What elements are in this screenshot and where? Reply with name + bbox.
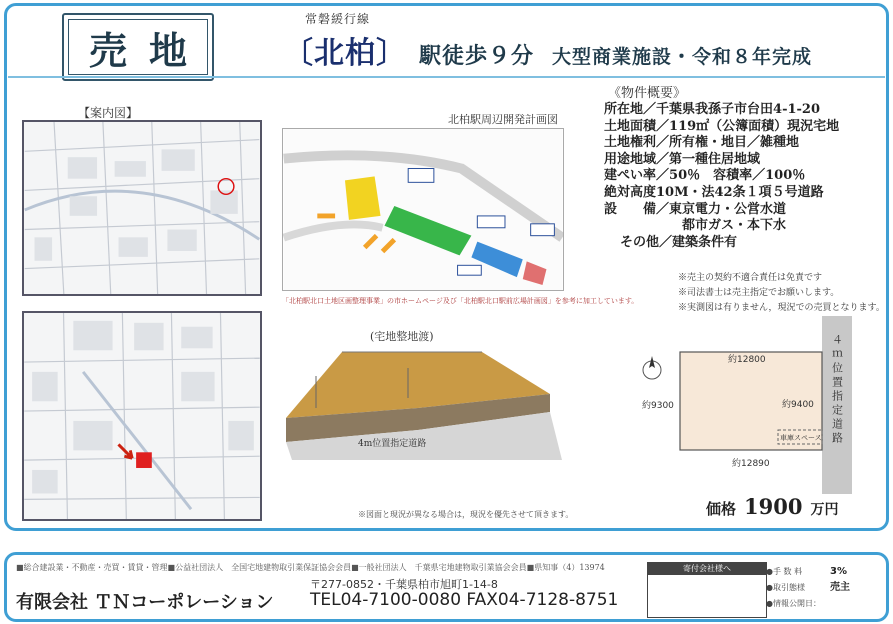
- lot-diagram: [620, 312, 874, 500]
- detail-value: 都市ガス・本下水: [682, 218, 787, 234]
- detail-value: 建築条件有: [672, 234, 738, 250]
- detail-map: [22, 311, 262, 521]
- company-phone: TEL04-7100-0080 FAX04-7128-8751: [310, 590, 619, 610]
- detail-separator: ／: [656, 118, 670, 134]
- detail-row-utilities-cont: [604, 218, 886, 235]
- detail-value: 千葉県我孫子市台田4-1-20: [656, 102, 821, 117]
- fee-row: [766, 596, 850, 612]
- grading-road-label: 4m位置指定道路: [358, 439, 427, 449]
- detail-separator: ／: [643, 102, 657, 117]
- facility-note: 大型商業施設・令和８年完成: [552, 46, 813, 68]
- development-plan-graphic: [283, 129, 563, 290]
- fee-row: [766, 580, 850, 596]
- area-map: [22, 120, 262, 296]
- detail-label: 絶対高度10M・法42条１項５号道路: [604, 184, 824, 200]
- note-scrivener: ※司法書士は売主指定でお願いします。: [678, 288, 840, 298]
- lot-dim-bottom: 約12890: [732, 459, 770, 469]
- garage-label: 車庫スペース: [780, 434, 822, 442]
- disclaimer-notes: [678, 271, 885, 316]
- detail-value: 所有権・地目／雑種地: [669, 135, 800, 151]
- fee-key: ●情報公開日：: [766, 599, 821, 608]
- detail-row-coverage: [604, 168, 886, 185]
- detail-row-area: [604, 119, 886, 136]
- badge-text: 売地: [88, 27, 209, 73]
- stamp-box: [647, 562, 767, 618]
- train-line: 常磐緩行線: [305, 12, 371, 26]
- development-title: (宅地整地渡): [370, 330, 434, 343]
- detail-row-address: [604, 102, 886, 119]
- fee-key: ●取引態様: [766, 583, 805, 592]
- walk-time: 駅徒歩９分: [419, 43, 535, 69]
- company-address: 〒277-0852・千葉県柏市旭町1-14-8: [310, 578, 498, 591]
- price-amount: 1900: [744, 494, 803, 519]
- note-liability: ※売主の契約不適合責任は免責です: [678, 273, 823, 283]
- detail-value: 119㎡（公簿面積）現況宅地: [669, 118, 840, 134]
- detail-label: 土地権利: [604, 135, 657, 151]
- detail-row-rights: [604, 135, 886, 152]
- detail-value: 第一種住居地域: [669, 151, 761, 167]
- detail-row-zoning: [604, 152, 886, 169]
- price-unit: 万円: [810, 502, 839, 518]
- detail-label: 所在地: [604, 102, 644, 117]
- area-map-graphic: [24, 122, 260, 294]
- price: [706, 494, 838, 519]
- detail-label: 土地面積: [604, 118, 657, 134]
- lot-dim-right: 約9400: [782, 400, 814, 410]
- detail-label: 用途地域: [604, 151, 657, 167]
- company-name: 有限会社 ＴＮコーポレーション: [16, 592, 274, 613]
- for-sale-badge: [62, 13, 214, 81]
- fee-value: 3%: [830, 566, 847, 577]
- price-label: 価格: [706, 500, 737, 518]
- detail-row-other: [604, 235, 886, 252]
- detail-separator: ／: [656, 168, 670, 184]
- plan-title: 北柏駅周辺開発計画図: [448, 113, 558, 126]
- detail-label: 建ぺい率: [604, 168, 657, 184]
- detail-row-height: [604, 185, 886, 202]
- detail-separator: ／: [656, 151, 670, 167]
- map-label: 【案内図】: [78, 106, 139, 120]
- detail-value: 50％ 容積率／100％: [669, 168, 806, 184]
- lot-road-label: ４ｍ位置指定道路: [830, 334, 844, 446]
- stamp-heading: 寄付会社様へ: [648, 563, 766, 575]
- plan-caption: 「北柏駅北口土地区画整理事業」の市ホームページ及び「北柏駅北口駅前広場計画図」を参考に加工しています。: [282, 297, 639, 305]
- outline-heading: 《物件概要》: [608, 86, 687, 101]
- detail-separator: ／: [656, 201, 670, 217]
- lot-diagram-graphic: [620, 312, 874, 500]
- transaction-terms: [766, 564, 850, 612]
- detail-map-graphic: [24, 313, 260, 519]
- drawing-note: ※図面と現況が異なる場合は，現況を優先させて頂きます。: [358, 510, 574, 519]
- property-details: [604, 102, 886, 251]
- lot-dim-top: 約12800: [728, 355, 766, 365]
- fee-value: 売主: [830, 582, 850, 593]
- association-line: ■総合建設業・不動産・売買・賃貸・管理■公益社団法人 全国宅地建物取引業保証協会会員■一般社団法人 千葉県宅地建物取引業協会会員■県知事（4）13974: [16, 563, 605, 572]
- detail-separator: ／: [659, 234, 673, 250]
- station-name: 〔北柏〕: [283, 36, 407, 71]
- note-survey: ※実測図は有りません，現況での売買となります。: [678, 303, 885, 313]
- lot-dim-left: 約9300: [642, 401, 674, 411]
- detail-row-utilities: [604, 202, 886, 219]
- header-rule: [8, 76, 885, 78]
- fee-key: ●手 数 料: [766, 567, 803, 576]
- headline: [283, 28, 812, 72]
- detail-label: 設 備: [604, 201, 657, 217]
- detail-value: 東京電力・公営水道: [669, 201, 787, 217]
- detail-label: その他: [620, 234, 660, 250]
- fee-row: [766, 564, 850, 580]
- detail-separator: ／: [656, 135, 670, 151]
- development-plan: [282, 128, 564, 291]
